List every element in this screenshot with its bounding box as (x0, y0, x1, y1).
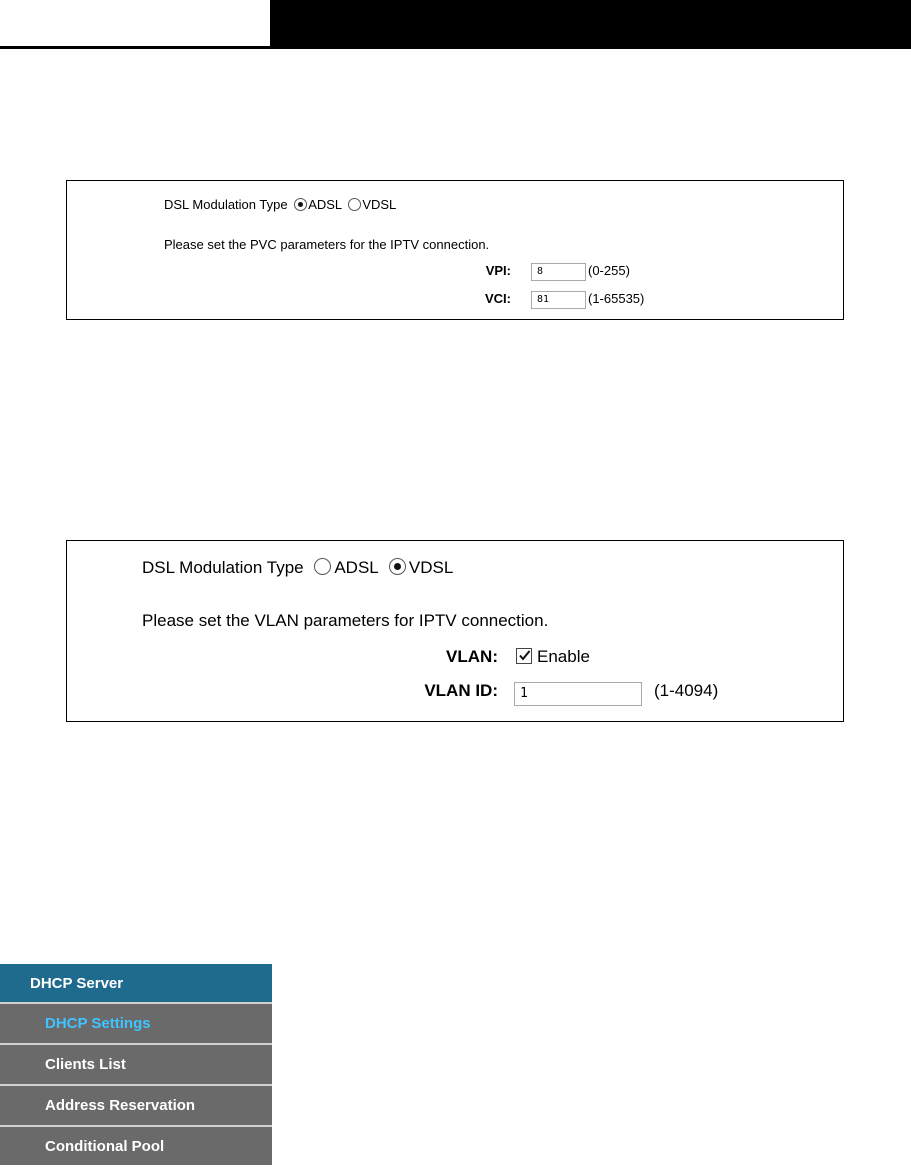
modulation-row (164, 197, 396, 212)
adsl-radio[interactable] (314, 558, 331, 575)
header-rule (0, 46, 270, 49)
menu-header-dhcp-server[interactable]: DHCP Server (0, 964, 272, 1004)
vci-range: (1-65535) (588, 291, 645, 306)
vpi-input[interactable]: 8 (531, 263, 586, 281)
header-bar (270, 0, 911, 49)
menu-item-conditional-pool[interactable]: Conditional Pool (0, 1127, 272, 1165)
dhcp-server-menu (0, 964, 272, 1165)
menu-item-clients-list[interactable]: Clients List (0, 1045, 272, 1086)
vpi-label: VPI: (485, 263, 511, 278)
vci-label: VCI: (485, 291, 511, 306)
adsl-radio-label: ADSL (308, 197, 342, 212)
menu-item-address-reservation[interactable]: Address Reservation (0, 1086, 272, 1127)
vlan-id-label: VLAN ID: (424, 681, 498, 700)
modulation-label: DSL Modulation Type (164, 197, 288, 212)
adsl-radio[interactable] (294, 198, 307, 211)
vlan-enable-checkbox[interactable] (516, 648, 532, 664)
vlan-id-range: (1-4094) (654, 681, 719, 700)
vci-input[interactable]: 81 (531, 291, 586, 309)
vdsl-radio-label: VDSL (408, 558, 454, 577)
vdsl-radio-label: VDSL (362, 197, 397, 212)
vlan-label: VLAN: (446, 647, 498, 666)
checkmark-icon (518, 649, 531, 662)
adsl-pvc-panel (66, 180, 844, 320)
modulation-label: DSL Modulation Type (142, 558, 304, 577)
vlan-enable-label: Enable (537, 647, 590, 666)
vdsl-radio[interactable] (389, 558, 406, 575)
vdsl-vlan-panel (66, 540, 844, 722)
pvc-instruction: Please set the PVC parameters for the IPTV connection. (164, 237, 490, 252)
vlan-id-input[interactable]: 1 (514, 682, 642, 706)
vlan-enable-row (516, 647, 590, 667)
modulation-row (142, 558, 453, 578)
adsl-radio-label: ADSL (334, 558, 379, 577)
vpi-range: (0-255) (588, 263, 630, 278)
vdsl-radio[interactable] (348, 198, 361, 211)
vlan-instruction: Please set the VLAN parameters for IPTV connection. (142, 611, 549, 630)
menu-item-dhcp-settings[interactable]: DHCP Settings (0, 1004, 272, 1045)
